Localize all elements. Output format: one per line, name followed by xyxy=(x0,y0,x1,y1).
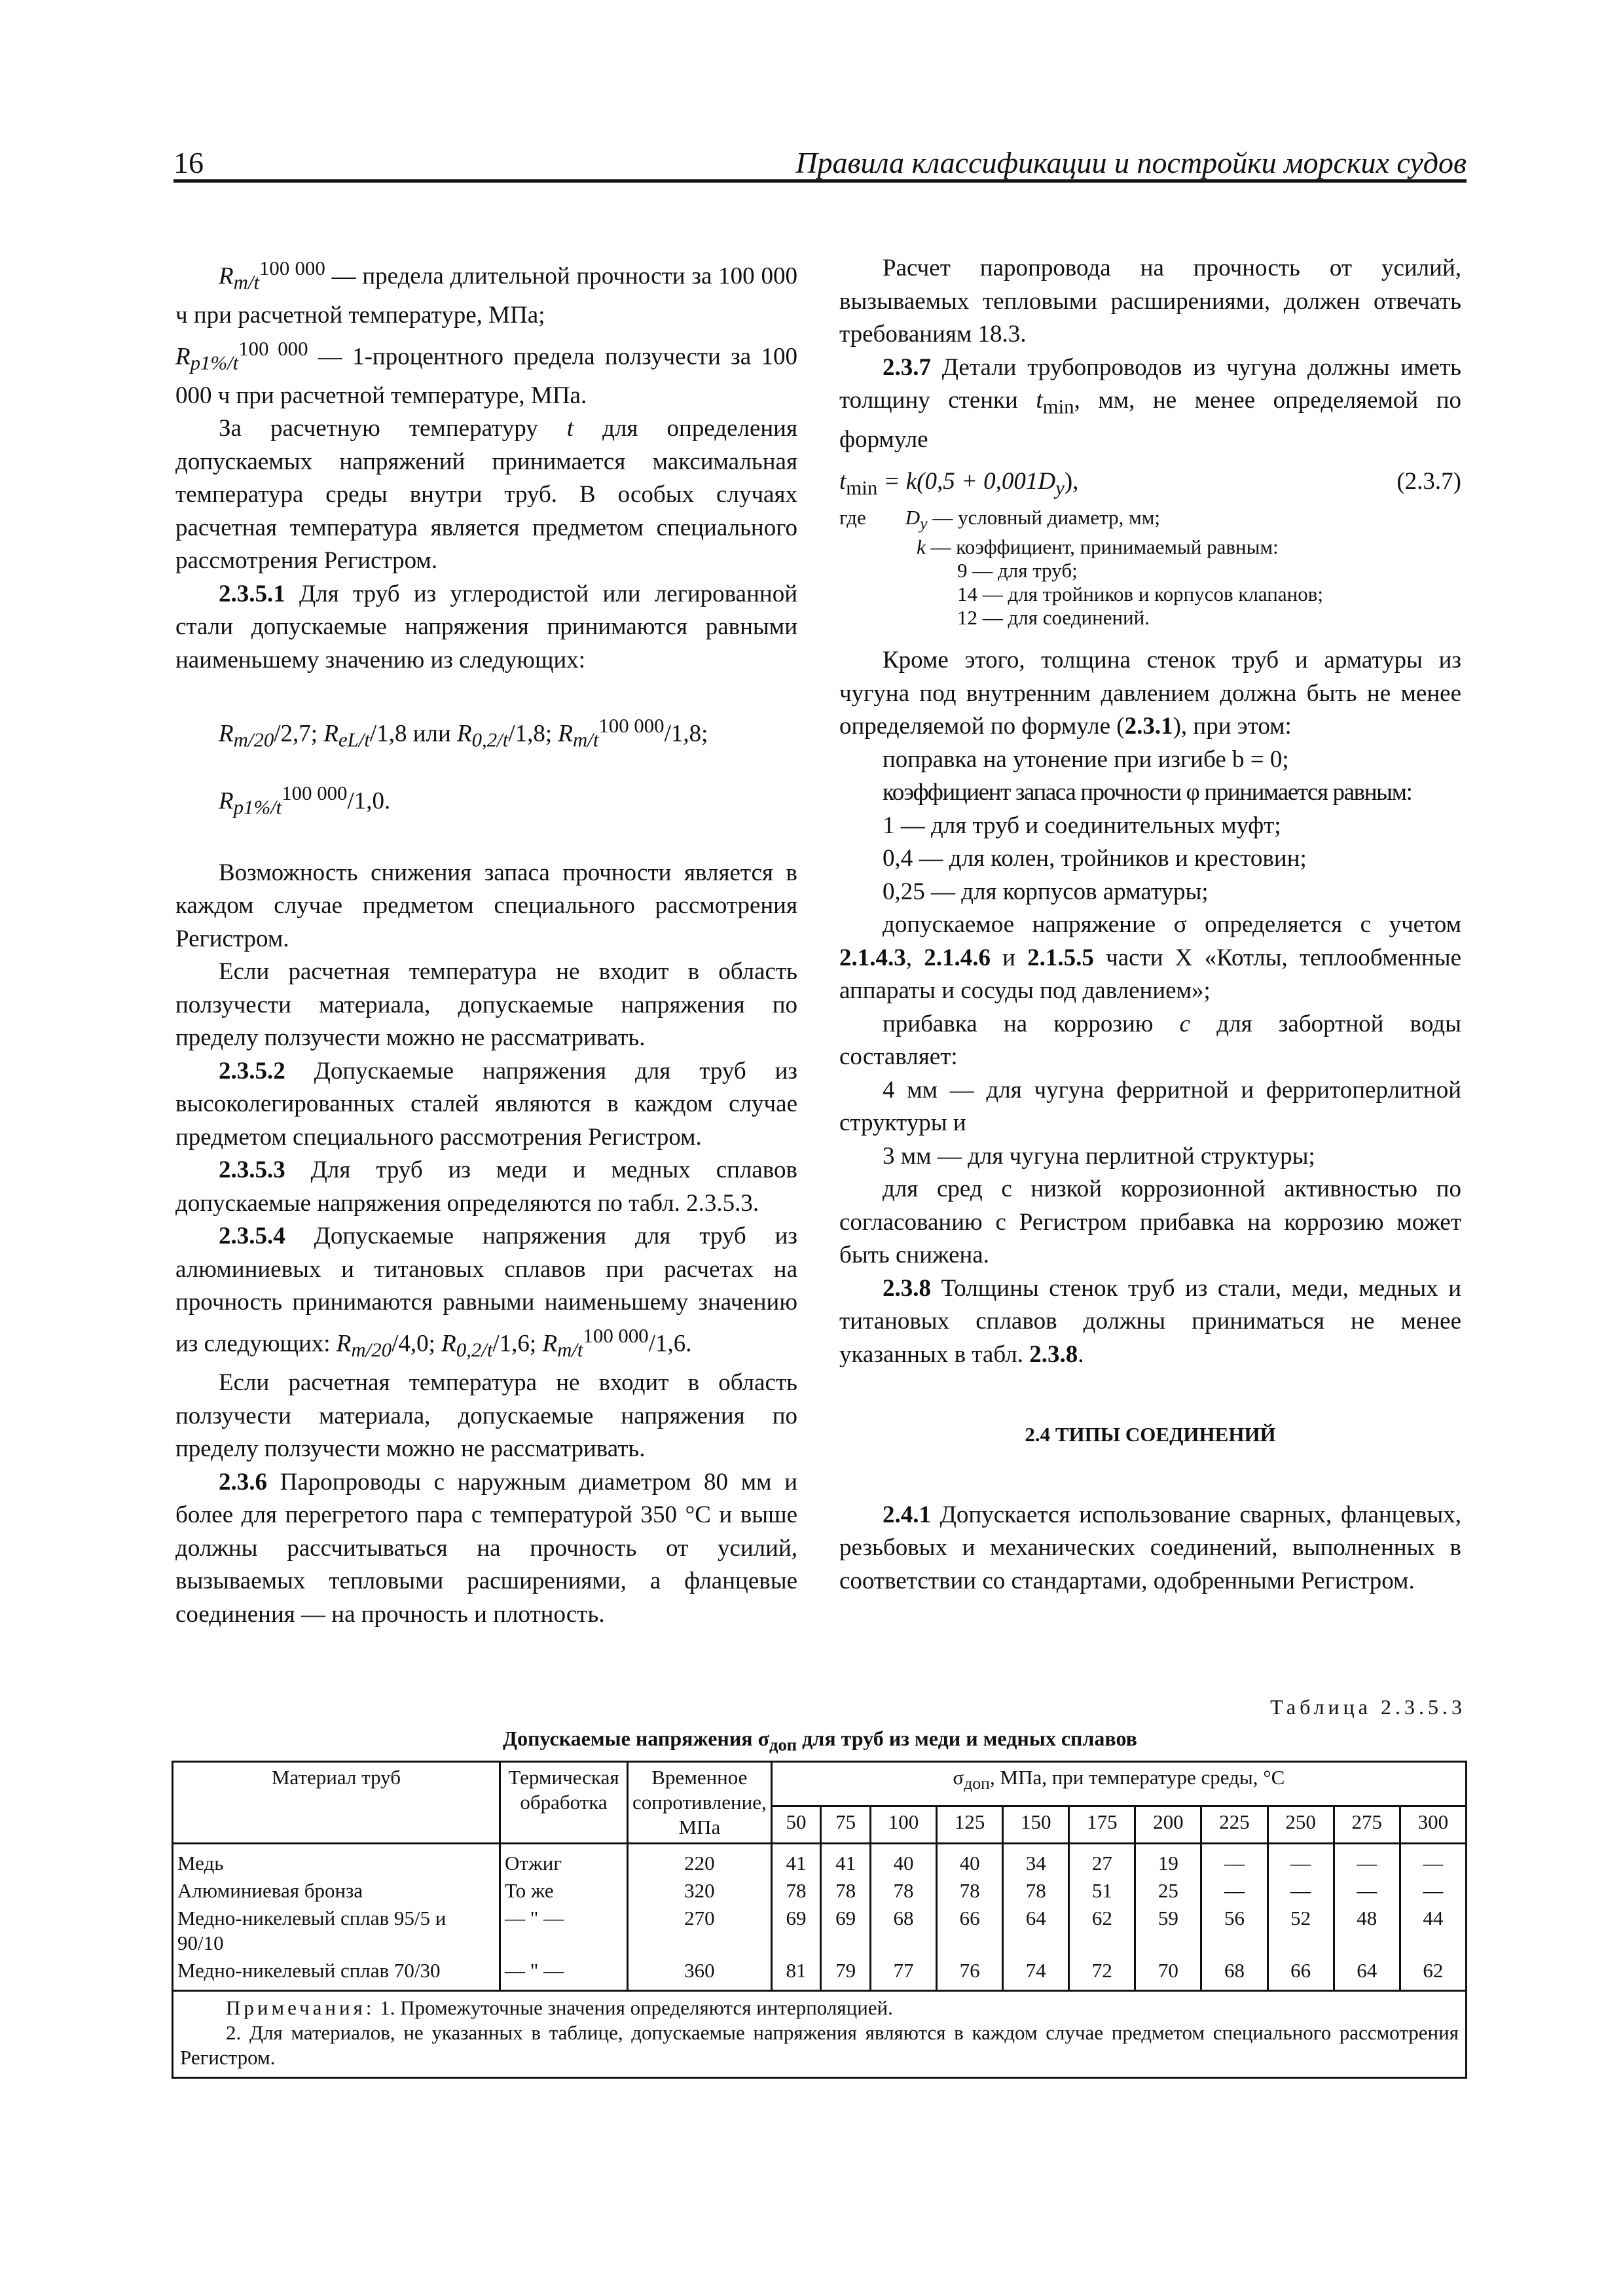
header-temp: 300 xyxy=(1400,1806,1466,1843)
table-row xyxy=(173,1905,1467,1957)
list-item-ferritic: 4 мм — для чугуна ферритной и ферритоперлитной структуры и xyxy=(839,1076,1461,1137)
page-header xyxy=(173,145,1467,183)
paragraph-steam-pipe: Расчет паропровода на прочность от усилий, вызываемых тепловыми расширениями, должен отвечать требованиям 18.3. xyxy=(839,255,1461,348)
paragraph-creep-range-2: Если расчетная температура не входит в область ползучести материала, допускаемые напряжения по пределу ползучести можно не рассматривать. xyxy=(175,1369,797,1463)
list-item-pearlitic: 3 мм — для чугуна перлитной структуры; xyxy=(883,1142,1315,1170)
paragraph-cast-iron-thickness: Кроме этого, толщина стенок труб и арматуры из чугуна под внутренним давлением должна быть не менее определяемой по формуле (2.3.1), при этом: xyxy=(839,647,1461,740)
cell-stress: 79 xyxy=(821,1957,871,1991)
cell-treatment: Отжиг xyxy=(500,1844,628,1878)
list-item-valve-bodies: 0,25 — для корпусов арматуры; xyxy=(883,878,1209,905)
list-safety-factor: коэффициент запаса прочности φ принимается равным: xyxy=(883,779,1412,806)
clause-2-3-7: 2.3.7 Детали трубопроводов из чугуна должны иметь толщину стенки $t_{min}$, мм, не менее определяемой по формуле xyxy=(839,353,1462,453)
cell-stress: 40 xyxy=(937,1844,1003,1878)
cell-strength: 270 xyxy=(628,1905,772,1957)
list-bending-allowance: поправка на утонение при изгибе b = 0; xyxy=(883,745,1289,773)
cell-stress: 62 xyxy=(1400,1957,1466,1991)
section-title: 2.4 ТИПЫ СОЕДИНЕНИЙ xyxy=(1025,1423,1276,1446)
header-temp: 100 xyxy=(870,1806,936,1843)
header-strength: Временное сопротивление, МПа xyxy=(628,1762,772,1844)
paragraph-design-temperature: За расчетную температуру t для определения допускаемых напряжений принимается максимальная температура среды внутри труб. В особых случаях расчетная температура является предметом специального рассмотрения Регистром. xyxy=(175,415,798,575)
header-temp: 75 xyxy=(821,1806,871,1843)
header-temp: 250 xyxy=(1267,1806,1334,1843)
cell-stress: 76 xyxy=(937,1957,1003,1991)
clause-2-3-8: 2.3.8 Толщины стенок труб из стали, меди, медных и титановых сплавов должны приниматься не менее указанных в табл. 2.3.8. xyxy=(839,1274,1461,1368)
table-row xyxy=(173,1877,1467,1905)
equation-number: (2.3.7) xyxy=(1396,468,1461,495)
cell-material: Медь xyxy=(173,1844,500,1878)
header-temp: 125 xyxy=(937,1806,1003,1843)
clause-2-3-5-4: 2.3.5.4 Допускаемые напряжения для труб из алюминиевых и титановых сплавов при расчетах на прочность принимаются равными наименьшему значению из следующих: $R_{m/20}/4,0$; $R_{0,2/t}/1,6$; $R_{m/t}^{100 000}/1,6$. xyxy=(175,1223,797,1361)
table-number: Таблица 2.3.5.3 xyxy=(1270,1695,1466,1719)
cell-stress: 68 xyxy=(870,1905,936,1957)
header-material: Материал труб xyxy=(173,1762,500,1844)
cell-stress: — xyxy=(1201,1844,1267,1878)
cell-stress: — xyxy=(1267,1844,1334,1878)
cell-stress: 74 xyxy=(1003,1957,1069,1991)
cell-stress: 25 xyxy=(1135,1877,1201,1905)
cell-stress: 59 xyxy=(1135,1905,1201,1957)
cell-stress: 62 xyxy=(1069,1905,1135,1957)
cell-stress: — xyxy=(1201,1877,1267,1905)
cell-stress: 72 xyxy=(1069,1957,1135,1991)
header-temp: 275 xyxy=(1334,1806,1400,1843)
paragraph-safety-reduction: Возможность снижения запаса прочности является в каждом случае предметом специального рассмотрения Регистром. xyxy=(175,859,797,952)
paragraph-low-corrosion: для сред с низкой коррозионной активностью по согласованию с Регистром прибавка на коррозию может быть снижена. xyxy=(839,1175,1461,1269)
cell-treatment: — " — xyxy=(500,1905,628,1957)
cell-stress: 78 xyxy=(1003,1877,1069,1905)
cell-stress: 41 xyxy=(821,1844,871,1878)
list-corrosion-allowance: прибавка на коррозию c для забортной воды составляет: xyxy=(839,1010,1461,1071)
cell-strength: 220 xyxy=(628,1844,772,1878)
cell-stress: 66 xyxy=(1267,1957,1334,1991)
cell-strength: 360 xyxy=(628,1957,772,1991)
cell-stress: 27 xyxy=(1069,1844,1135,1878)
header-temp: 50 xyxy=(771,1806,821,1843)
right-column xyxy=(839,252,1461,1598)
cell-stress: — xyxy=(1267,1877,1334,1905)
formula-steel-creep: $R_{p1\%/t}^{100 000}/1,0$. xyxy=(219,781,391,819)
cell-stress: 64 xyxy=(1003,1905,1069,1957)
clause-2-4-1: 2.4.1 Допускается использование сварных, фланцевых, резьбовых и механических соединений, выполненных в соответствии со стандартами, одобренными Регистром. xyxy=(839,1501,1461,1594)
cell-stress: — xyxy=(1400,1844,1466,1878)
list-item-elbows: 0,4 — для колен, тройников и крестовин; xyxy=(883,845,1307,872)
header-temp: 200 xyxy=(1135,1806,1201,1843)
cell-stress: — xyxy=(1400,1877,1466,1905)
header-sigma: $\sigma_{доп}$, МПа, при температуре среды, °С xyxy=(771,1762,1466,1806)
list-item-pipes: 1 — для труб и соединительных муфт; xyxy=(883,812,1281,839)
cell-stress: 69 xyxy=(771,1905,821,1957)
table-title: Допускаемые напряжения $\sigma_{доп}$ для труб из меди и медных сплавов xyxy=(503,1727,1137,1755)
cell-stress: 77 xyxy=(870,1957,936,1991)
stress-table xyxy=(172,1761,1467,2079)
header-treatment: Термическая обработка xyxy=(500,1762,628,1844)
paragraph-creep-range: Если расчетная температура не входит в область ползучести материала, допускаемые напряжения по пределу ползучести можно не рассматривать. xyxy=(175,958,797,1052)
left-column xyxy=(175,252,797,1631)
page-number: 16 xyxy=(173,146,204,179)
cell-stress: 51 xyxy=(1069,1877,1135,1905)
table-notes: Примечания: 1. Промежуточные значения определяются интерполяцией. 2. Для материалов, не указанных в таблице, допускаемые напряжения являются в каждом случае предметом специального рассмотрения Регистром. xyxy=(173,1991,1467,2078)
definition-creep-strength: $R_{m/t}^{100 000}$ — предела длительной прочности за 100 000 ч при расчетной температуре, МПа; xyxy=(175,257,797,329)
cell-stress: 64 xyxy=(1334,1957,1400,1991)
clause-2-3-5-1: 2.3.5.1 Для труб из углеродистой или легированной стали допускаемые напряжения принимаются равными наименьшему значению из следующих: xyxy=(175,580,797,673)
table-row xyxy=(173,1844,1467,1878)
cell-stress: 66 xyxy=(937,1905,1003,1957)
list-allowable-stress: допускаемое напряжение σ определяется с учетом 2.1.4.3, 2.1.4.6 и 2.1.5.5 части X «Котлы, теплообменные аппараты и сосуды под давлением»; xyxy=(839,911,1462,1005)
running-title: Правила классификации и постройки морских судов xyxy=(795,146,1467,179)
header-temp: 175 xyxy=(1069,1806,1135,1843)
clause-2-3-6: 2.3.6 Паропроводы с наружным диаметром 80 мм и более для перегретого пара с температурой 350 °С и выше должны рассчитываться на прочность от усилий, вызываемых тепловыми расширениями, а фланцевые соединения — на прочность и плотность. xyxy=(175,1468,797,1628)
cell-stress: 19 xyxy=(1135,1844,1201,1878)
cell-stress: 52 xyxy=(1267,1905,1334,1957)
cell-stress: 78 xyxy=(870,1877,936,1905)
header-temp: 150 xyxy=(1003,1806,1069,1843)
cell-strength: 320 xyxy=(628,1877,772,1905)
cell-stress: 41 xyxy=(771,1844,821,1878)
cell-treatment: То же xyxy=(500,1877,628,1905)
cell-stress: 81 xyxy=(771,1957,821,1991)
cell-material: Медно-никелевый сплав 95/5 и 90/10 xyxy=(173,1905,500,1957)
header-temp: 225 xyxy=(1201,1806,1267,1843)
clause-2-3-5-2: 2.3.5.2 Допускаемые напряжения для труб из высоколегированных сталей являются в каждом случае предметом специального рассмотрения Регистром. xyxy=(175,1057,797,1151)
cell-material: Алюминиевая бронза xyxy=(173,1877,500,1905)
formula-steel-stresses: $R_{m/20}/2,7$; $R_{eL/t}/1,8$ или $R_{0,2/t}/1,8$; $R_{m/t}^{100 000}/1,8$; xyxy=(219,715,708,752)
cell-stress: 68 xyxy=(1201,1957,1267,1991)
table-row xyxy=(173,1957,1467,1991)
cell-stress: 56 xyxy=(1201,1905,1267,1957)
cell-stress: — xyxy=(1334,1844,1400,1878)
cell-stress: 70 xyxy=(1135,1957,1201,1991)
cell-stress: 78 xyxy=(821,1877,871,1905)
cell-stress: 78 xyxy=(771,1877,821,1905)
cell-stress: 69 xyxy=(821,1905,871,1957)
cell-stress: 48 xyxy=(1334,1905,1400,1957)
definition-creep-limit: $R_{p1\%/t}^{100 000}$ — 1-процентного предела ползучести за 100 000 ч при расчетной температуре, МПа. xyxy=(175,337,797,409)
cell-treatment: — " — xyxy=(500,1957,628,1991)
cell-stress: — xyxy=(1334,1877,1400,1905)
cell-stress: 34 xyxy=(1003,1844,1069,1878)
equation-legend: где $D_y$ — условный диаметр, мм; k — коэффициент, принимаемый равным: 9 — для труб; 14 — для тройников и корпусов клапанов; 12 — для соединений. xyxy=(839,506,1323,630)
cell-stress: 40 xyxy=(870,1844,936,1878)
equation-2-3-7: $t_{min} = k(0,5 + 0,001D_y)$, (2.3.7) xyxy=(839,465,1461,505)
cell-stress: 78 xyxy=(937,1877,1003,1905)
cell-material: Медно-никелевый сплав 70/30 xyxy=(173,1957,500,1991)
clause-2-3-5-3: 2.3.5.3 Для труб из меди и медных сплавов допускаемые напряжения определяются по табл. 2.3.5.3. xyxy=(175,1157,797,1217)
cell-stress: 44 xyxy=(1400,1905,1466,1957)
